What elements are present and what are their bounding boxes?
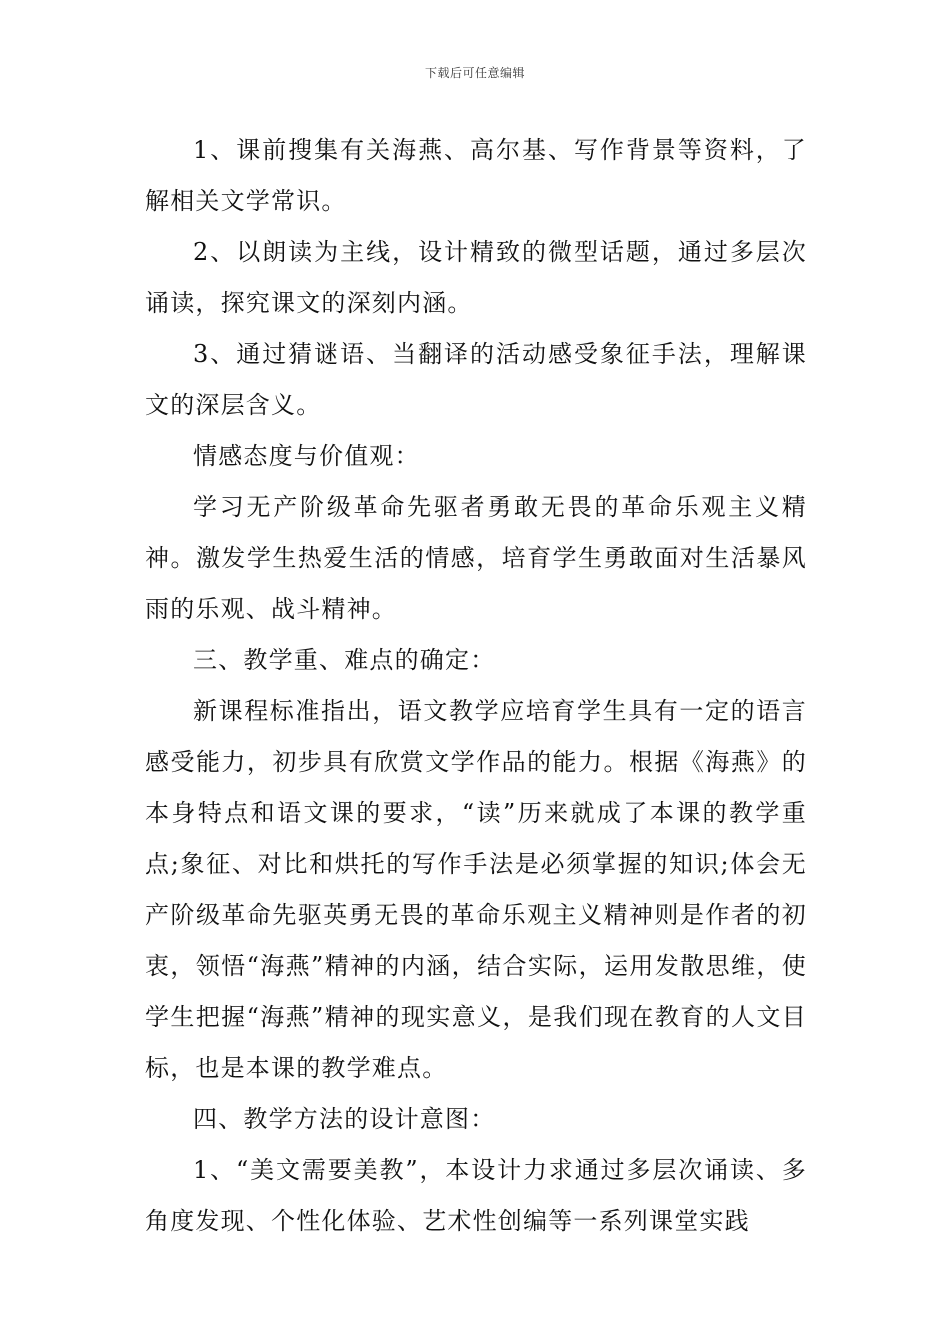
page-header: 下载后可任意编辑 <box>424 66 525 80</box>
paragraph-reading-mainline: 2、以朗读为主线，设计精致的微型话题，通过多层次诵读，探究课文的深刻内涵。 <box>145 238 807 317</box>
document-body <box>145 125 807 1247</box>
paragraph-beautiful-teaching: 1、“美文需要美教”，本设计力求通过多层次诵读、多角度发现、个性化体验、艺术性创编等一系列课堂实践 <box>145 1156 807 1235</box>
paragraph-curriculum-standard: 新课程标准指出，语文教学应培育学生具有一定的语言感受能力，初步具有欣赏文学作品的能力。根据《海燕》的本身特点和语文课的要求，“读”历来就成了本课的教学重点;象征、对比和烘托的写作手法是必须掌握的知识;体会无产阶级革命先驱英勇无畏的革命乐观主义精神则是作者的初衷，领悟“海燕”精神的内涵，结合实际，运用发散思维，使学生把握“海燕”精神的现实意义，是我们现在教育的人文目标，也是本课的教学难点。 <box>145 697 807 1082</box>
paragraph-prep-materials: 1、课前搜集有关海燕、高尔基、写作背景等资料，了解相关文学常识。 <box>145 136 807 215</box>
section-heading-key-points: 三、教学重、难点的确定： <box>193 646 496 674</box>
paragraph-symbolism: 3、通过猜谜语、当翻译的活动感受象征手法，理解课文的深层含义。 <box>145 340 807 419</box>
paragraph-revolutionary-spirit: 学习无产阶级革命先驱者勇敢无畏的革命乐观主义精神。激发学生热爱生活的情感，培育学生勇敢面对生活暴风雨的乐观、战斗精神。 <box>145 493 807 623</box>
section-heading-emotion-values: 情感态度与价值观： <box>193 442 420 470</box>
section-heading-teaching-methods: 四、教学方法的设计意图： <box>193 1105 496 1133</box>
